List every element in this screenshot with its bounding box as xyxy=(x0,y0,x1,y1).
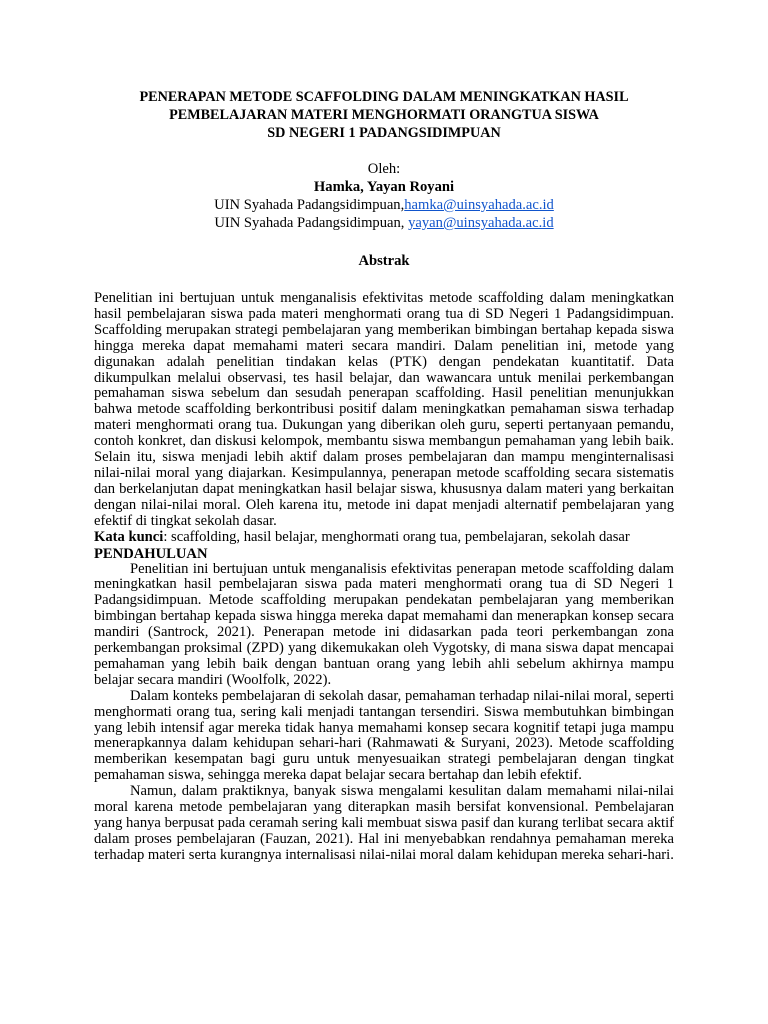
email-link-yayan[interactable]: yayan@uinsyahada.ac.id xyxy=(408,215,554,231)
intro-paragraph-2: Dalam konteks pembelajaran di sekolah dasar, pemahaman terhadap nilai-nilai moral, seperti menghormati orang tua, sering kali menjadi tantangan tersendiri. Siswa membutuhkan bimbingan yang lebih intensif agar mereka tidak hanya memahami konsep secara kognitif tetapi juga mampu menerapkannya dalam kehidupan sehari-hari (Rahmawati & Suryani, 2023). Metode scaffolding memberikan kesempatan bagi guru untuk menyesuaikan strategi pembelajaran dengan tingkat pemahaman siswa, sehingga mereka dapat belajar secara bertahap dan lebih efektif. xyxy=(94,687,674,784)
keywords-line xyxy=(94,530,674,546)
affiliation-2 xyxy=(94,214,674,232)
affiliation-1-text: UIN Syahada Padangsidimpuan, xyxy=(214,197,405,213)
section-heading-introduction: PENDAHULUAN xyxy=(94,545,208,562)
keywords-text: : scaffolding, hasil belajar, menghormati orang tua, pembelajaran, sekolah dasar xyxy=(163,528,630,545)
title-line-3: SD NEGERI 1 PADANGSIDIMPUAN xyxy=(267,125,501,141)
abstract-paragraph: Penelitian ini bertujuan untuk menganalisis efektivitas metode scaffolding dalam meningkatkan hasil pembelajaran siswa pada materi menghormati orang tua di SD Negeri 1 Padangsidimpuan. Scaffolding merupakan strategi pembelajaran yang memberikan bimbingan bertahap kepada siswa hingga mereka dapat memahami materi secara mandiri. Dalam penelitian ini, metode yang digunakan adalah penelitian tindakan kelas (PTK) dengan pendekatan kuantitatif. Data dikumpulkan melalui observasi, tes hasil belajar, dan wawancara untuk menilai perkembangan pemahaman siswa sebelum dan sesudah penerapan scaffolding. Hasil penelitian menunjukkan bahwa metode scaffolding berkontribusi positif dalam meningkatkan pemahaman siswa terhadap materi menghormati orang tua. Dukungan yang diberikan oleh guru, seperti pertanyaan pemandu, contoh konkret, dan diskusi kelompok, membantu siswa membangun pemahaman yang lebih baik. Selain itu, siswa menjadi lebih aktif dalam proses pembelajaran dan mampu menginternalisasi nilai-nilai moral yang diajarkan. Kesimpulannya, penerapan metode scaffolding secara sistematis dan berkelanjutan dapat meningkatkan hasil belajar siswa, khususnya dalam materi yang berkaitan dengan nilai-nilai moral. Oleh karena itu, metode ini dapat menjadi alternatif pembelajaran yang efektif di tingkat sekolah dasar. xyxy=(94,290,674,529)
title-line-1: PENERAPAN METODE SCAFFOLDING DALAM MENINGKATKAN HASIL xyxy=(139,89,629,105)
intro-paragraph-1: Penelitian ini bertujuan untuk menganalisis efektivitas penerapan metode scaffolding dalam meningkatkan hasil pembelajaran siswa pada materi menghormati orang tua di SD Negeri 1 Padangsidimpuan. Metode scaffolding merupakan pendekatan pembelajaran yang memberikan bimbingan bertahap kepada siswa hingga mereka dapat memahami dan menerapkan konsep secara mandiri (Santrock, 2021). Penerapan metode ini didasarkan pada teori perkembangan zona perkembangan proksimal (ZPD) yang dikemukakan oleh Vygotsky, di mana siswa dapat mencapai pemahaman yang lebih baik dengan bantuan orang yang lebih ahli sebelum akhirnya mampu belajar secara mandiri (Woolfolk, 2022). xyxy=(94,560,674,688)
title-line-2: PEMBELAJARAN MATERI MENGHORMATI ORANGTUA SISWA xyxy=(169,107,599,123)
keywords-label: Kata kunci xyxy=(94,528,164,545)
affiliation-2-text: UIN Syahada Padangsidimpuan, xyxy=(214,215,409,231)
author-names: Hamka, Yayan Royani xyxy=(313,179,455,195)
abstract-heading: Abstrak xyxy=(358,253,410,269)
byline xyxy=(94,160,674,232)
email-link-hamka[interactable]: hamka@uinsyahada.ac.id xyxy=(404,197,554,213)
intro-paragraph-3: Namun, dalam praktiknya, banyak siswa mengalami kesulitan dalam memahami nilai-nilai moral karena metode pembelajaran yang diterapkan masih bersifat konvensional. Pembelajaran yang hanya berpusat pada ceramah sering kali membuat siswa pasif dan kurang terlibat secara aktif dalam proses pembelajaran (Fauzan, 2021). Hal ini menyebabkan rendahnya pemahaman mereka terhadap materi serta kurangnya internalisasi nilai-nilai moral dalam kehidupan mereka sehari-hari. xyxy=(94,783,674,863)
paper-title xyxy=(94,88,674,142)
affiliation-1 xyxy=(94,196,674,214)
byline-label: Oleh: xyxy=(367,161,401,177)
